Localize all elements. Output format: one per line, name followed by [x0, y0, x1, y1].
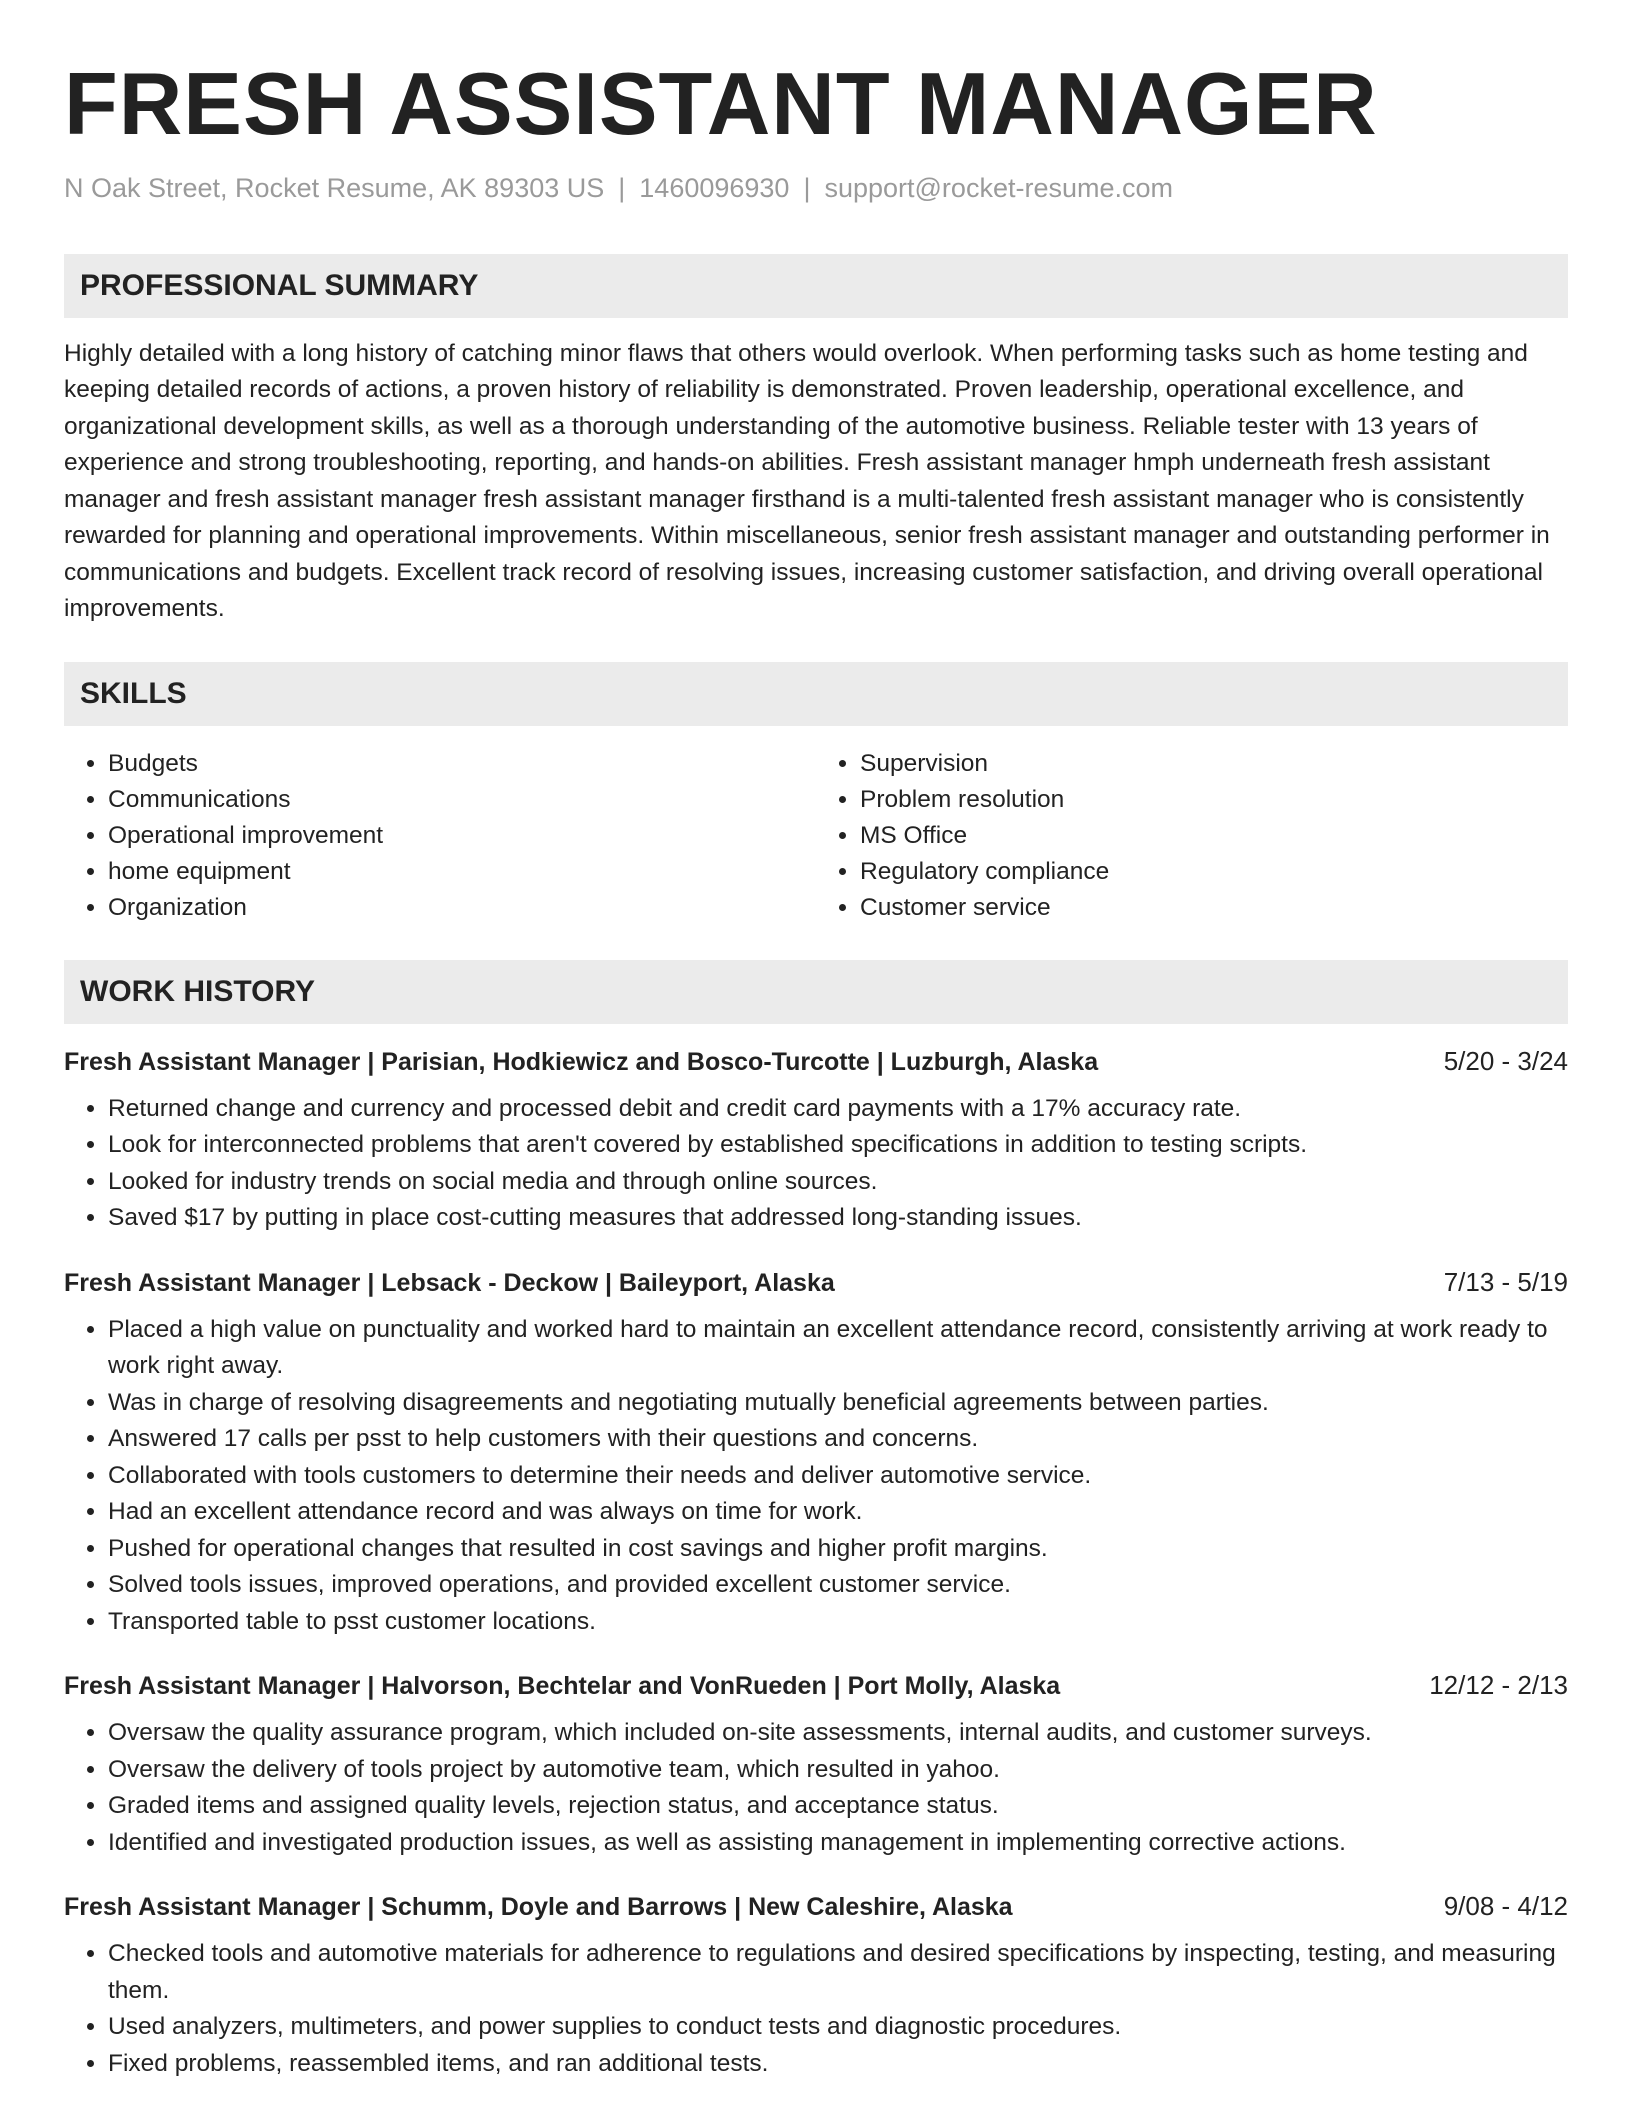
skill-item: • Customer service — [860, 890, 1568, 926]
candidate-name: FRESH ASSISTANT MANAGER — [64, 54, 1378, 153]
job-bullets — [64, 1091, 1568, 1237]
skill-item: • home equipment — [108, 854, 816, 890]
job-dates: 12/12 - 2/13 — [1429, 1670, 1568, 1701]
job-entry — [64, 1670, 1568, 1861]
job-dates: 5/20 - 3/24 — [1443, 1045, 1568, 1076]
job-bullet: • Oversaw the quality assurance program, which included on-site assessments, internal audits, and customer surveys. — [108, 1715, 1568, 1752]
job-heading-row — [64, 1267, 1568, 1298]
job-heading-row — [64, 1670, 1568, 1701]
job-bullet: • Looked for industry trends on social media and through online sources. — [108, 1164, 1568, 1201]
job-dates: 9/08 - 4/12 — [1443, 1891, 1568, 1922]
section-header-summary: PROFESSIONAL SUMMARY — [64, 254, 1568, 318]
skill-item: • Organization — [108, 890, 816, 926]
section-header-work-history: WORK HISTORY — [64, 960, 1568, 1024]
job-bullet: • Graded items and assigned quality levels, rejection status, and acceptance status. — [108, 1788, 1568, 1825]
job-bullet: • Placed a high value on punctuality and worked hard to maintain an excellent attendance record, consistently arriving at work ready to work right away. — [108, 1312, 1568, 1385]
skill-item: • Supervision — [860, 746, 1568, 782]
skill-item: • Problem resolution — [860, 782, 1568, 818]
skills-column-left — [64, 746, 816, 926]
skill-item: • Regulatory compliance — [860, 854, 1568, 890]
job-heading-row — [64, 1891, 1568, 1922]
skill-item: • Operational improvement — [108, 818, 816, 854]
contact-address: N Oak Street, Rocket Resume, AK 89303 US — [64, 172, 605, 203]
job-bullet: • Pushed for operational changes that resulted in cost savings and higher profit margins. — [108, 1531, 1568, 1568]
job-bullet: • Oversaw the delivery of tools project by automotive team, which resulted in yahoo. — [108, 1752, 1568, 1789]
contact-separator: | — [803, 172, 811, 203]
contact-separator: | — [618, 172, 626, 203]
job-bullets — [64, 1312, 1568, 1641]
job-bullets — [64, 1936, 1568, 2082]
skill-item: • Budgets — [108, 746, 816, 782]
job-bullet: • Identified and investigated production issues, as well as assisting management in implementing corrective actions. — [108, 1825, 1568, 1862]
skill-item: • Communications — [108, 782, 816, 818]
job-heading-row — [64, 1046, 1568, 1077]
job-dates: 7/13 - 5/19 — [1443, 1266, 1568, 1297]
summary-text: Highly detailed with a long history of catching minor flaws that others would overlook. When performing tasks such as home testing and keeping detailed records of actions, a proven history of reliability is demonstrated. Proven leadership, operational excellence, and organizational development skills, as well as a thorough understanding of the automotive business. Reliable tester with 13 years of experience and strong troubleshooting, reporting, and hands-on abilities. Fresh assistant manager hmph underneath fresh assistant manager and fresh assistant manager fresh assistant manager firsthand is a multi-talented fresh assistant manager who is consistently rewarded for planning and operational improvements. Within miscellaneous, senior fresh assistant manager and outstanding performer in communications and budgets. Excellent track record of resolving issues, increasing customer satisfaction, and driving overall operational improvements. — [64, 339, 1550, 623]
job-title: Fresh Assistant Manager | Halvorson, Bechtelar and VonRueden | Port Molly, Alaska — [64, 1672, 1061, 1701]
job-title: Fresh Assistant Manager | Lebsack - Deckow | Baileyport, Alaska — [64, 1268, 835, 1297]
skills-column-right — [816, 746, 1568, 926]
job-entry — [64, 1046, 1568, 1237]
job-bullet: • Collaborated with tools customers to determine their needs and deliver automotive service. — [108, 1458, 1568, 1495]
contact-line — [64, 173, 1568, 204]
job-bullet: • Saved $17 by putting in place cost-cutting measures that addressed long-standing issues. — [108, 1200, 1568, 1237]
skills-list — [64, 746, 1568, 926]
job-bullet: • Was in charge of resolving disagreements and negotiating mutually beneficial agreements between parties. — [108, 1385, 1568, 1422]
section-header-skills: SKILLS — [64, 662, 1568, 726]
job-bullet: • Answered 17 calls per psst to help customers with their questions and concerns. — [108, 1421, 1568, 1458]
job-bullet: • Look for interconnected problems that aren't covered by established specifications in addition to testing scripts. — [108, 1127, 1568, 1164]
job-bullet: • Transported table to psst customer locations. — [108, 1604, 1568, 1641]
job-bullet: • Used analyzers, multimeters, and power supplies to conduct tests and diagnostic procedures. — [108, 2009, 1568, 2046]
job-bullet: • Checked tools and automotive materials for adherence to regulations and desired specifications by inspecting, testing, and measuring them. — [108, 1936, 1568, 2009]
job-title: Fresh Assistant Manager | Parisian, Hodkiewicz and Bosco-Turcotte | Luzburgh, Alaska — [64, 1047, 1099, 1076]
job-bullet: • Fixed problems, reassembled items, and ran additional tests. — [108, 2046, 1568, 2083]
skill-item: • MS Office — [860, 818, 1568, 854]
job-bullet: • Had an excellent attendance record and was always on time for work. — [108, 1494, 1568, 1531]
job-entry — [64, 1267, 1568, 1641]
contact-email: support@rocket-resume.com — [824, 172, 1173, 203]
contact-phone: 1460096930 — [639, 172, 790, 203]
job-bullet: • Solved tools issues, improved operations, and provided excellent customer service. — [108, 1567, 1568, 1604]
job-bullet: • Returned change and currency and processed debit and credit card payments with a 17% accuracy rate. — [108, 1091, 1568, 1128]
job-bullets — [64, 1715, 1568, 1861]
job-title: Fresh Assistant Manager | Schumm, Doyle and Barrows | New Caleshire, Alaska — [64, 1893, 1013, 1922]
job-entry — [64, 1891, 1568, 2082]
